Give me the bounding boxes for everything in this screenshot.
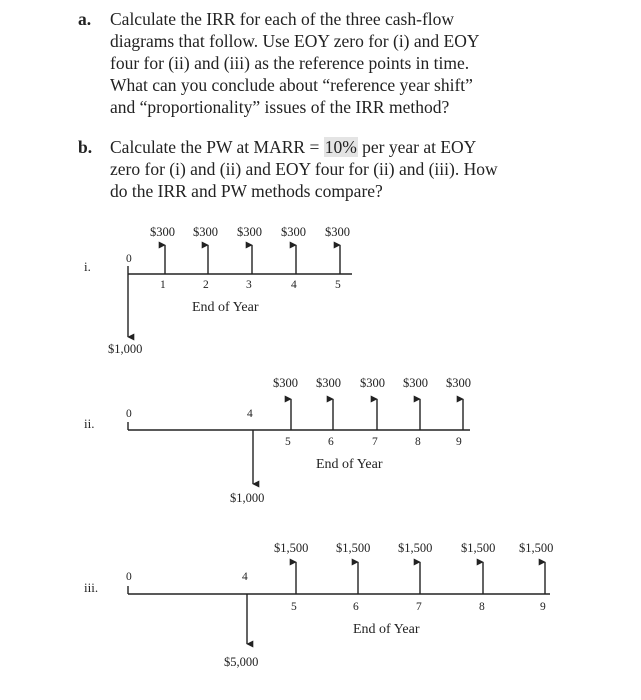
axis-label: End of Year xyxy=(316,457,383,472)
year-label: 4 xyxy=(247,408,253,420)
year-label: 6 xyxy=(328,436,334,448)
part-b-line: do the IRR and PW methods compare? xyxy=(110,181,383,201)
part-a-label: a. xyxy=(78,9,92,29)
outflow-amount: $1,000 xyxy=(108,342,143,356)
axis-label: End of Year xyxy=(192,300,259,315)
diagram-iii xyxy=(84,541,553,669)
diagram-i xyxy=(84,225,352,356)
year-label: 1 xyxy=(160,279,166,291)
inflow-amount: $1,500 xyxy=(274,541,309,555)
year-label: 6 xyxy=(353,601,359,613)
year-label: 9 xyxy=(540,601,546,613)
year-label: 4 xyxy=(242,571,248,583)
part-b-line1-before: Calculate the PW at MARR = xyxy=(110,137,324,157)
year-label: 0 xyxy=(126,253,132,265)
diagram-label: ii. xyxy=(84,416,95,431)
outflow-amount: $1,000 xyxy=(230,491,265,505)
part-b-label: b. xyxy=(78,137,93,157)
inflow-amount: $300 xyxy=(325,225,350,239)
inflow-amount: $1,500 xyxy=(461,541,496,555)
inflow-amount: $300 xyxy=(360,376,385,390)
part-a-line: What can you conclude about “reference year shift” xyxy=(110,75,473,95)
part-a-line: Calculate the IRR for each of the three cash-flow xyxy=(110,9,455,29)
part-a-line: four for (ii) and (iii) as the reference points in time. xyxy=(110,53,470,73)
part-a-line: and “proportionality” issues of the IRR method? xyxy=(110,97,450,117)
inflow-amount: $300 xyxy=(446,376,471,390)
inflow-amount: $300 xyxy=(281,225,306,239)
part-a-line: diagrams that follow. Use EOY zero for (i) and EOY xyxy=(110,31,480,51)
inflow-amount: $300 xyxy=(150,225,175,239)
inflow-amount: $1,500 xyxy=(519,541,554,555)
year-label: 5 xyxy=(291,601,297,613)
year-label: 5 xyxy=(285,436,291,448)
year-label: 7 xyxy=(416,601,422,613)
year-label: 7 xyxy=(372,436,378,448)
year-label: 3 xyxy=(246,279,252,291)
inflow-amount: $300 xyxy=(273,376,298,390)
inflow-amount: $300 xyxy=(237,225,262,239)
part-b-line1-after: per year at EOY xyxy=(357,137,477,157)
year-label: 4 xyxy=(291,279,297,291)
inflow-amount: $1,500 xyxy=(398,541,433,555)
year-label: 0 xyxy=(126,408,132,420)
outflow-amount: $5,000 xyxy=(224,655,259,669)
axis-label: End of Year xyxy=(353,622,420,637)
year-label: 8 xyxy=(479,601,485,613)
year-label: 2 xyxy=(203,279,209,291)
inflow-amount: $300 xyxy=(193,225,218,239)
inflow-amount: $300 xyxy=(403,376,428,390)
diagram-label: i. xyxy=(84,259,91,274)
diagram-ii xyxy=(84,376,471,505)
inflow-amount: $1,500 xyxy=(336,541,371,555)
inflow-amount: $300 xyxy=(316,376,341,390)
year-label: 9 xyxy=(456,436,462,448)
marr-value: 10% xyxy=(324,137,357,157)
year-label: 0 xyxy=(126,571,132,583)
year-label: 5 xyxy=(335,279,341,291)
part-b-line: zero for (i) and (ii) and EOY four for (ii) and (iii). How xyxy=(110,159,498,179)
year-label: 8 xyxy=(415,436,421,448)
diagram-label: iii. xyxy=(84,580,99,595)
